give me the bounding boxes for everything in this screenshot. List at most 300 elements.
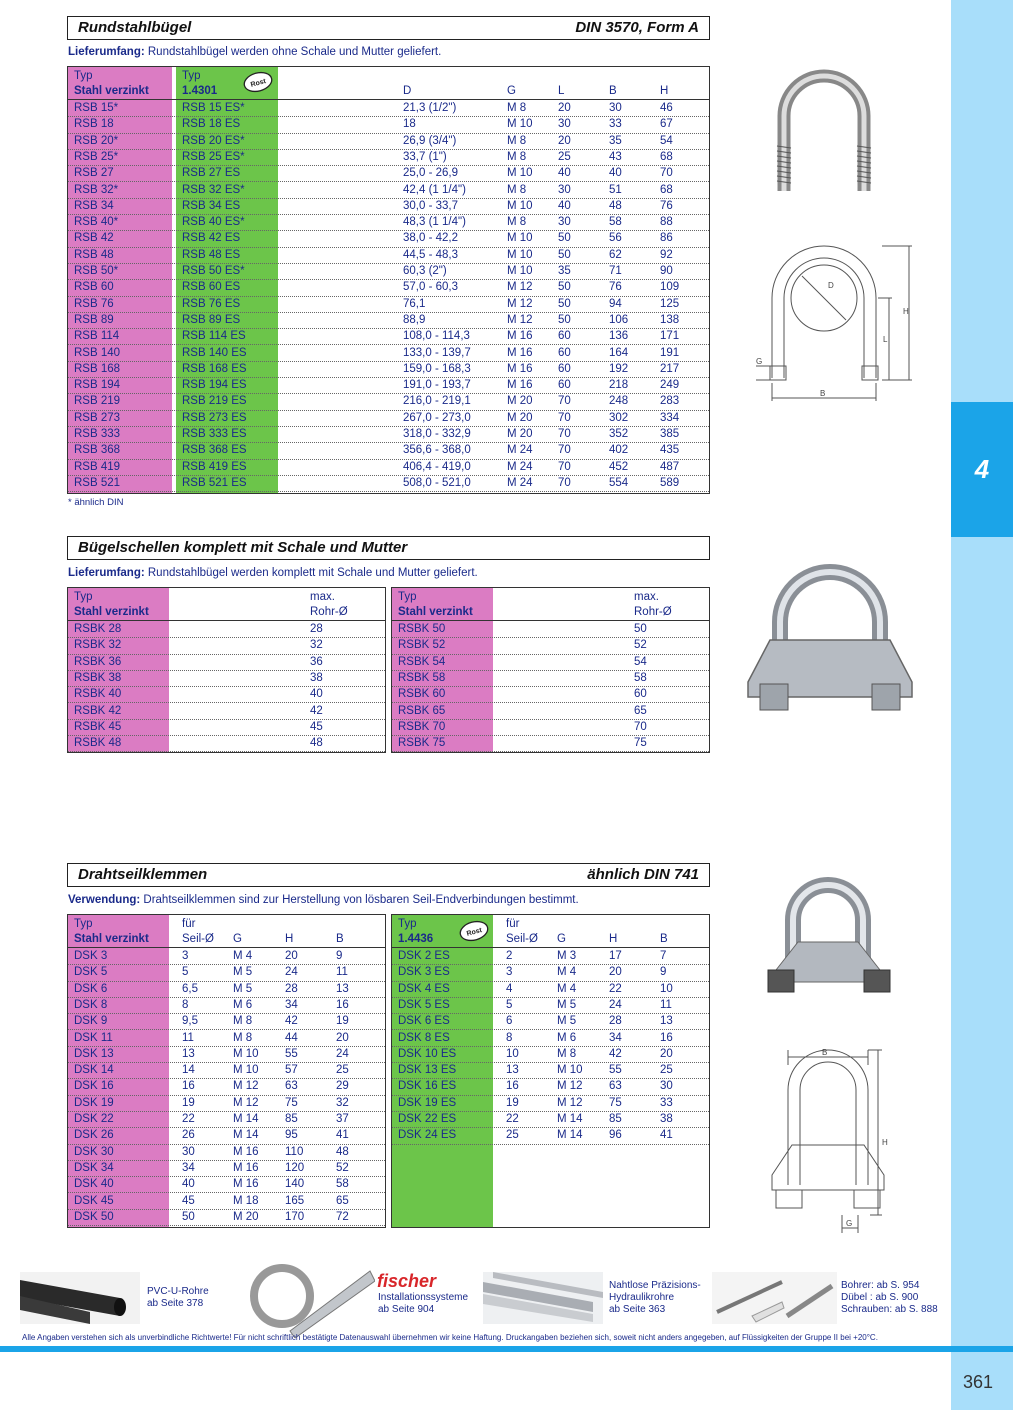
table-cell: DSK 50 (74, 1210, 114, 1223)
table-cell: M 20 (507, 428, 533, 440)
table-cell: RSB 194 (74, 379, 121, 392)
table-cell: RSB 40 ES* (182, 216, 245, 229)
table-cell: 4 (506, 982, 513, 995)
footnote: * ähnlich DIN (68, 497, 124, 508)
table-cell: M 16 (507, 379, 533, 392)
table-row (68, 1127, 385, 1144)
table-cell: M 10 (507, 199, 533, 212)
table-cell: 25 (336, 1064, 349, 1077)
table-cell: 14 (182, 1064, 195, 1077)
header-h: H (660, 85, 669, 97)
table-cell: 58 (609, 216, 622, 229)
table-cell: 28 (609, 1015, 622, 1028)
dsk-table-right (391, 914, 710, 1228)
table-header (392, 604, 709, 621)
table-cell: RSBK 42 (74, 704, 122, 717)
table-cell: 19 (336, 1015, 349, 1028)
table-cell: 68 (660, 183, 673, 196)
wire-rope-clip-photo (758, 870, 898, 1020)
table-row (68, 1209, 385, 1226)
table-cell: 54 (634, 655, 647, 668)
table-cell: 68 (660, 150, 673, 163)
table-cell: 26,9 (3/4") (403, 134, 457, 147)
table-cell: M 14 (557, 1129, 583, 1142)
table-row (392, 1062, 709, 1079)
table-row (68, 1193, 385, 1210)
table-cell: 7 (660, 950, 667, 962)
table-cell: M 16 (507, 362, 533, 375)
table-cell: M 24 (507, 460, 533, 473)
table-row (68, 296, 709, 313)
table-row (68, 686, 385, 703)
section-norm: ähnlich DIN 741 (587, 866, 699, 883)
table-row (68, 230, 709, 247)
table-cell: 40 (558, 199, 571, 212)
section-title-drahtseilklemmen (67, 863, 710, 887)
table-cell: RSB 25 ES* (182, 150, 245, 163)
intro-text: Rundstahlbügel werden komplett mit Schale und Mutter geliefert. (144, 567, 478, 579)
table-cell: RSB 76 (74, 297, 114, 310)
table-cell: 22 (609, 982, 622, 995)
table-cell: 50 (558, 297, 571, 310)
table-cell: 8 (182, 998, 189, 1011)
table-cell: 25 (660, 1064, 673, 1077)
table-header (392, 931, 709, 948)
table-cell: 50 (558, 248, 571, 261)
section-title: Rundstahlbügel (78, 19, 192, 36)
table-cell: 32 (310, 639, 323, 652)
table-cell: DSK 5 (74, 966, 108, 979)
table-cell: RSB 34 (74, 199, 114, 212)
table-cell: 29 (336, 1080, 349, 1093)
table-cell: 3 (182, 950, 189, 962)
table-cell: M 8 (507, 134, 527, 147)
table-cell: 267,0 - 273,0 (403, 411, 471, 424)
table-cell: RSB 15 ES* (182, 102, 245, 114)
table-cell: 25 (558, 150, 571, 163)
table-cell: 487 (660, 460, 680, 473)
header-typ: Typ (74, 70, 93, 82)
svg-text:Rost: Rost (465, 927, 483, 938)
table-cell: 44 (285, 1031, 298, 1044)
section-title-buegelschellen (67, 536, 710, 560)
table-cell: 58 (634, 671, 647, 684)
table-cell: 6,5 (182, 982, 198, 995)
table-row (68, 442, 709, 459)
table-cell: M 10 (233, 1047, 259, 1060)
section-intro (68, 894, 579, 906)
rsbk-table-left (67, 587, 386, 753)
table-cell: M 16 (507, 346, 533, 359)
table-row (68, 247, 709, 264)
table-cell: 34 (182, 1161, 195, 1174)
table-row (392, 654, 709, 671)
table-cell: DSK 6 ES (398, 1015, 450, 1028)
table-cell: M 6 (557, 1031, 577, 1044)
table-cell: 95 (285, 1129, 298, 1142)
table-cell: RSBK 52 (398, 639, 446, 652)
drills-dowels-screws-image (712, 1272, 837, 1324)
table-cell: 33 (660, 1096, 673, 1109)
table-cell: DSK 3 (74, 950, 108, 962)
table-cell: M 8 (507, 102, 527, 114)
table-cell: 25,0 - 26,9 (403, 167, 458, 180)
table-cell: 42 (310, 704, 323, 717)
table-row (68, 1144, 385, 1161)
table-cell: M 12 (233, 1080, 259, 1093)
header-material: 1.4436 (398, 933, 434, 945)
table-cell: 60 (634, 688, 647, 701)
table-cell: M 4 (557, 966, 577, 979)
table-cell: M 14 (233, 1129, 259, 1142)
table-row (68, 214, 709, 231)
table-cell: RSBK 45 (74, 720, 122, 733)
table-cell: RSB 273 ES (182, 411, 247, 424)
table-cell: M 12 (507, 281, 533, 294)
table-cell: M 16 (233, 1145, 259, 1158)
table-cell: 30 (558, 216, 571, 229)
table-row (68, 637, 385, 654)
table-cell: 35 (558, 265, 571, 277)
table-cell: M 10 (507, 167, 533, 180)
table-cell: M 12 (507, 313, 533, 326)
header-b: B (336, 933, 344, 945)
exhaust-clamp-photo (740, 562, 920, 722)
table-cell: 9 (336, 950, 343, 962)
table-cell: 52 (634, 639, 647, 652)
table-cell: 106 (609, 313, 629, 326)
table-cell: 16 (182, 1080, 195, 1093)
table-cell: M 24 (507, 476, 533, 489)
table-row (392, 1095, 709, 1112)
rostfrei-badge-icon (242, 71, 274, 93)
rostfrei-badge-icon (458, 920, 490, 942)
table-cell: 37 (336, 1113, 349, 1125)
table-cell: 45 (310, 720, 323, 733)
table-cell: 58 (336, 1178, 349, 1191)
header-max: max. (310, 591, 335, 603)
table-cell: 70 (558, 444, 571, 457)
table-cell: M 5 (233, 966, 253, 979)
table-row (68, 459, 709, 476)
table-cell: 20 (285, 950, 298, 962)
table-cell: 42 (609, 1047, 622, 1060)
table-cell: 21,3 (1/2") (403, 102, 457, 114)
table-cell: RSB 32* (74, 183, 119, 196)
table-cell: 334 (660, 411, 680, 424)
chapter-tab[interactable] (951, 402, 1013, 537)
table-row (392, 1127, 709, 1144)
table-cell: RSBK 50 (398, 623, 446, 635)
table-cell: RSB 76 ES (182, 297, 241, 310)
table-header-top (392, 917, 709, 931)
table-cell: RSB 89 ES (182, 313, 241, 326)
table-cell: 352 (609, 428, 629, 440)
table-cell: RSB 60 (74, 281, 114, 294)
table-cell: 18 (403, 118, 416, 131)
table-cell: 24 (285, 966, 298, 979)
table-row (68, 735, 385, 752)
precision-link-text[interactable]: Nahtlose Präzisions- Hydraulikrohre ab Seite 363 (609, 1280, 701, 1315)
table-header-top (392, 590, 709, 604)
table-cell: 13 (182, 1047, 195, 1060)
table-cell: 16 (506, 1080, 519, 1093)
table-cell: 70 (558, 476, 571, 489)
table-cell: 356,6 - 368,0 (403, 444, 471, 457)
table-row (392, 1030, 709, 1047)
table-cell: 75 (609, 1096, 622, 1109)
dim-l-label: L (883, 335, 888, 344)
table-row (68, 948, 385, 965)
header-typ: Typ (398, 918, 417, 930)
table-cell: 159,0 - 168,3 (403, 362, 471, 375)
table-cell: 191 (660, 346, 680, 359)
table-cell: DSK 10 ES (398, 1047, 457, 1060)
header-typ: Typ (398, 591, 417, 603)
table-cell: 42,4 (1 1/4") (403, 183, 466, 196)
table-cell: 88 (660, 216, 673, 229)
table-cell: M 5 (557, 998, 577, 1011)
header-l: L (558, 85, 565, 97)
table-cell: 76 (609, 281, 622, 294)
table-row (68, 361, 709, 378)
header-b: B (660, 933, 668, 945)
table-row (68, 1013, 385, 1030)
table-cell: 30,0 - 33,7 (403, 199, 458, 212)
table-cell: 554 (609, 476, 629, 489)
table-cell: M 8 (507, 183, 527, 196)
wire-rope-clip-dimension-diagram (770, 1045, 900, 1235)
table-cell: M 10 (233, 1064, 259, 1077)
table-cell: M 16 (233, 1178, 259, 1191)
table-cell: M 16 (507, 330, 533, 343)
header-rohr: Rohr-Ø (310, 606, 348, 618)
table-header-top (68, 590, 385, 604)
table-cell: RSB 333 ES (182, 428, 247, 440)
table-cell: M 14 (557, 1113, 583, 1125)
table-row (68, 116, 709, 133)
table-cell: 192 (609, 362, 629, 375)
section-norm: DIN 3570, Form A (575, 19, 699, 36)
table-cell: DSK 8 ES (398, 1031, 450, 1044)
table-cell: 48 (310, 737, 323, 750)
dim-d-label: D (828, 281, 834, 290)
table-cell: 16 (336, 998, 349, 1011)
precision-tubes-image (483, 1272, 603, 1324)
table-cell: 217 (660, 362, 680, 375)
table-row (68, 426, 709, 443)
table-cell: 19 (506, 1096, 519, 1109)
table-cell: 63 (285, 1080, 298, 1093)
table-cell: RSBK 40 (74, 688, 122, 701)
table-cell: 108,0 - 114,3 (403, 330, 470, 343)
table-cell: 9 (660, 966, 667, 979)
table-cell: 218 (609, 379, 629, 392)
table-cell: M 12 (507, 297, 533, 310)
table-cell: 76,1 (403, 297, 426, 310)
table-cell: DSK 9 (74, 1015, 108, 1028)
table-row (68, 312, 709, 329)
table-cell: RSBK 65 (398, 704, 446, 717)
table-cell: RSB 89 (74, 313, 114, 326)
header-stahl: Stahl verzinkt (398, 606, 473, 618)
table-cell: 10 (506, 1047, 519, 1060)
table-row (392, 686, 709, 703)
header-g: G (557, 933, 566, 945)
references-text[interactable]: Bohrer: ab S. 954 Dübel : ab S. 900 Schrauben: ab S. 888 (841, 1280, 938, 1315)
table-cell: DSK 5 ES (398, 998, 450, 1011)
table-cell: 191,0 - 193,7 (403, 379, 471, 392)
table-cell: 164 (609, 346, 629, 359)
table-cell: RSBK 36 (74, 655, 122, 668)
pvc-link-text[interactable]: PVC-U-Rohre ab Seite 378 (147, 1286, 209, 1309)
table-cell: 452 (609, 460, 629, 473)
table-cell: RSB 419 (74, 460, 121, 473)
table-cell: 33 (609, 118, 622, 131)
table-header-top (68, 917, 385, 931)
table-cell: M 3 (557, 950, 577, 962)
table-cell: 48,3 (1 1/4") (403, 216, 466, 229)
table-cell: 402 (609, 444, 629, 457)
table-cell: 75 (285, 1096, 298, 1109)
table-cell: M 8 (233, 1031, 253, 1044)
table-cell: 9,5 (182, 1015, 198, 1028)
table-row (68, 100, 709, 117)
table-cell: 13 (660, 1015, 673, 1028)
dim-b-label: B (822, 1048, 828, 1057)
table-cell: 33,7 (1") (403, 150, 447, 163)
table-cell: 60 (558, 346, 571, 359)
table-cell: 248 (609, 395, 629, 408)
table-cell: RSB 273 (74, 411, 121, 424)
header-max: max. (634, 591, 659, 603)
header-d: D (403, 85, 412, 97)
table-cell: 30 (558, 118, 571, 131)
table-row (68, 328, 709, 345)
table-cell: M 4 (233, 950, 253, 962)
table-cell: RSB 20* (74, 134, 119, 147)
table-cell: 46 (660, 102, 673, 114)
table-cell: 60,3 (2") (403, 265, 447, 277)
dsk-table-left (67, 914, 386, 1228)
u-bolt-photo (766, 66, 886, 196)
table-cell: RSB 42 ES (182, 232, 241, 245)
table-header (68, 931, 385, 948)
header-seil: Seil-Ø (506, 933, 538, 945)
table-cell: DSK 45 (74, 1194, 114, 1207)
table-row (68, 377, 709, 394)
table-cell: M 20 (507, 395, 533, 408)
table-cell: M 14 (233, 1113, 259, 1125)
table-cell: 85 (609, 1113, 622, 1125)
table-cell: DSK 22 ES (398, 1113, 457, 1125)
header-typ: Typ (182, 70, 201, 82)
table-row (68, 670, 385, 687)
table-cell: 28 (310, 623, 323, 635)
table-cell: 50 (182, 1210, 195, 1223)
table-cell: DSK 40 (74, 1178, 114, 1191)
intro-label: Lieferumfang: (68, 567, 145, 579)
fischer-link-text[interactable]: Installationssysteme ab Seite 904 (378, 1292, 469, 1315)
table-cell: 32 (336, 1096, 349, 1109)
table-cell: 50 (558, 313, 571, 326)
table-cell: RSBK 28 (74, 623, 122, 635)
table-cell: RSB 50 ES* (182, 265, 245, 277)
table-cell: M 10 (507, 265, 533, 277)
table-cell: DSK 11 (74, 1031, 113, 1044)
table-row (68, 1078, 385, 1095)
table-cell: 133,0 - 139,7 (403, 346, 471, 359)
table-cell: 11 (336, 966, 348, 979)
header-stahl: Stahl verzinkt (74, 933, 149, 945)
header-b: B (609, 85, 617, 97)
intro-label: Lieferumfang: (68, 46, 145, 58)
table-cell: 86 (660, 232, 673, 245)
table-row (68, 1160, 385, 1177)
table-row (392, 1013, 709, 1030)
header-material: 1.4301 (182, 85, 218, 97)
table-cell: 216,0 - 219,1 (403, 395, 471, 408)
header-h: H (609, 933, 618, 945)
table-row (392, 621, 709, 638)
header-rohr: Rohr-Ø (634, 606, 672, 618)
table-cell: 30 (660, 1080, 673, 1093)
section-title-rundstahlbuegel (67, 16, 710, 40)
table-cell: RSB 419 ES (182, 460, 247, 473)
table-cell: RSBK 75 (398, 737, 446, 750)
table-cell: 94 (609, 297, 622, 310)
table-cell: RSB 27 (74, 167, 114, 180)
table-cell: 40 (182, 1178, 195, 1191)
table-cell: RSB 219 (74, 395, 121, 408)
table-cell: RSB 18 ES (182, 118, 241, 131)
table-cell: 8 (506, 1031, 513, 1044)
table-cell: 70 (558, 411, 571, 424)
table-row (68, 1095, 385, 1112)
table-row (392, 1046, 709, 1063)
table-cell: RSB 32 ES* (182, 183, 245, 196)
table-cell: M 10 (557, 1064, 583, 1077)
table-cell: 55 (609, 1064, 622, 1077)
table-cell: 20 (558, 134, 571, 147)
table-cell: 62 (609, 248, 622, 261)
table-cell: 2 (506, 950, 513, 962)
table-cell: 34 (609, 1031, 622, 1044)
table-cell: 43 (609, 150, 622, 163)
table-row (68, 393, 709, 410)
chapter-sidebar (951, 0, 1013, 1410)
table-cell: M 12 (557, 1096, 583, 1109)
table-cell: 34 (285, 998, 298, 1011)
intro-text: Drahtseilklemmen sind zur Herstellung von lösbaren Seil-Endverbindungen bestimmt. (140, 894, 579, 906)
table-row (68, 997, 385, 1014)
chapter-tab-number: 4 (974, 454, 990, 484)
table-cell: 36 (310, 655, 323, 668)
dim-g-label: G (756, 357, 763, 366)
table-cell: DSK 2 ES (398, 950, 450, 962)
table-cell: 40 (609, 167, 622, 180)
table-cell: DSK 19 (74, 1096, 114, 1109)
table-cell: 41 (660, 1129, 673, 1142)
table-cell: RSB 140 (74, 346, 121, 359)
table-cell: RSB 521 (74, 476, 121, 489)
table-cell: 13 (506, 1064, 519, 1077)
table-cell: 70 (558, 460, 571, 473)
table-cell: M 12 (557, 1080, 583, 1093)
table-row (68, 1030, 385, 1047)
table-cell: RSB 114 ES (182, 330, 246, 343)
disclaimer: Alle Angaben verstehen sich als unverbindliche Richtwerte! Für nicht schriftlich bestätigte Datenauswahl übernehmen wir keine Haftung. Druckangaben beziehen sich, soweit nicht anders angegeben, auf Flüssigkeiten der Gruppe II bei +20°C. (22, 1333, 878, 1342)
